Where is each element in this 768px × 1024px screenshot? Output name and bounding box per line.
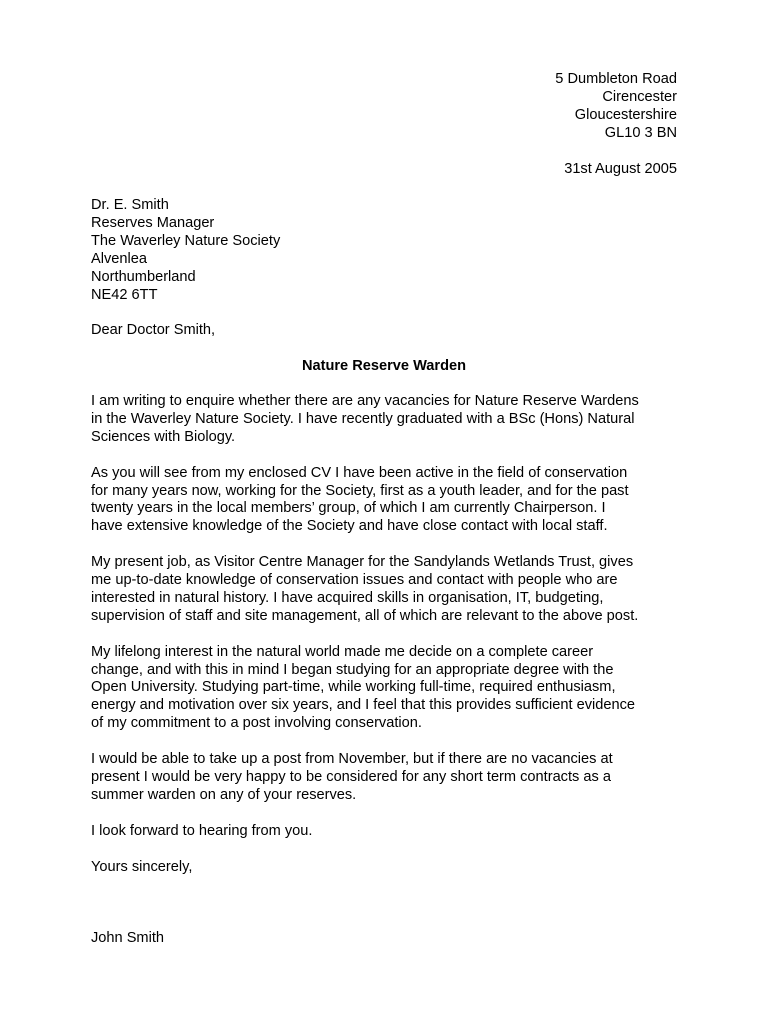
body-line: twenty years in the local members’ group, of which I am currently Chairperson. I: [91, 500, 606, 517]
signature-name: John Smith: [91, 930, 165, 946]
body-line: of my commitment to a post involving conservation.: [91, 715, 422, 732]
salutation: Dear Doctor Smith,: [91, 322, 216, 338]
body-line: energy and motivation over six years, and I feel that this provides sufficient evidence: [91, 697, 636, 714]
body-paragraph: [91, 393, 691, 447]
body-line: supervision of staff and site management, all of which are relevant to the above post.: [91, 607, 639, 624]
recipient-address-line: Reserves Manager: [91, 214, 215, 231]
body-line: me up-to-date knowledge of conservation issues and contact with people who are: [91, 572, 618, 589]
letter-body: [91, 393, 691, 858]
body-line: interested in natural history. I have acquired skills in organisation, IT, budgeting,: [91, 589, 604, 606]
recipient-address: [91, 197, 280, 304]
body-line: present I would be very happy to be considered for any short term contracts as a: [91, 768, 611, 785]
body-paragraph: [91, 644, 691, 734]
body-line: I look forward to hearing from you.: [91, 822, 313, 839]
body-line: I would be able to take up a post from November, but if there are no vacancies at: [91, 751, 613, 768]
sender-address-line: Gloucestershire: [574, 106, 677, 123]
body-line: have extensive knowledge of the Society and have close contact with local staff.: [91, 518, 608, 535]
recipient-address-line: The Waverley Nature Society: [91, 232, 281, 249]
body-line: As you will see from my enclosed CV I have been active in the field of conservation: [91, 464, 628, 481]
body-paragraph: [91, 554, 691, 626]
body-paragraph: [91, 823, 691, 841]
body-line: Sciences with Biology.: [91, 428, 236, 445]
body-line: I am writing to enquire whether there are any vacancies for Nature Reserve Wardens: [91, 393, 639, 409]
sender-address-line: 5 Dumbleton Road: [555, 71, 677, 87]
body-line: for many years now, working for the Society, first as a youth leader, and for the past: [91, 482, 629, 499]
recipient-address-line: NE42 6TT: [91, 286, 158, 303]
subject-heading: Nature Reserve Warden: [301, 358, 467, 374]
body-line: in the Waverley Nature Society. I have recently graduated with a BSc (Hons) Natural: [91, 410, 635, 427]
recipient-address-line: Northumberland: [91, 268, 196, 285]
body-line: My present job, as Visitor Centre Manager for the Sandylands Wetlands Trust, gives: [91, 554, 634, 571]
recipient-address-line: Alvenlea: [91, 250, 147, 267]
sender-address-line: GL10 3 BN: [604, 124, 677, 141]
sender-address: [555, 71, 677, 143]
body-paragraph: [91, 465, 691, 537]
letter-date: 31st August 2005: [564, 161, 677, 177]
body-paragraph: [91, 751, 691, 805]
body-line: My lifelong interest in the natural world made me decide on a complete career: [91, 643, 594, 660]
body-line: change, and with this in mind I began studying for an appropriate degree with the: [91, 661, 614, 678]
body-line: Open University. Studying part-time, while working full-time, required enthusiasm,: [91, 679, 616, 696]
sender-address-line: Cirencester: [602, 88, 677, 105]
recipient-address-line: Dr. E. Smith: [91, 197, 169, 213]
body-line: summer warden on any of your reserves.: [91, 786, 357, 803]
closing: Yours sincerely,: [91, 859, 193, 875]
